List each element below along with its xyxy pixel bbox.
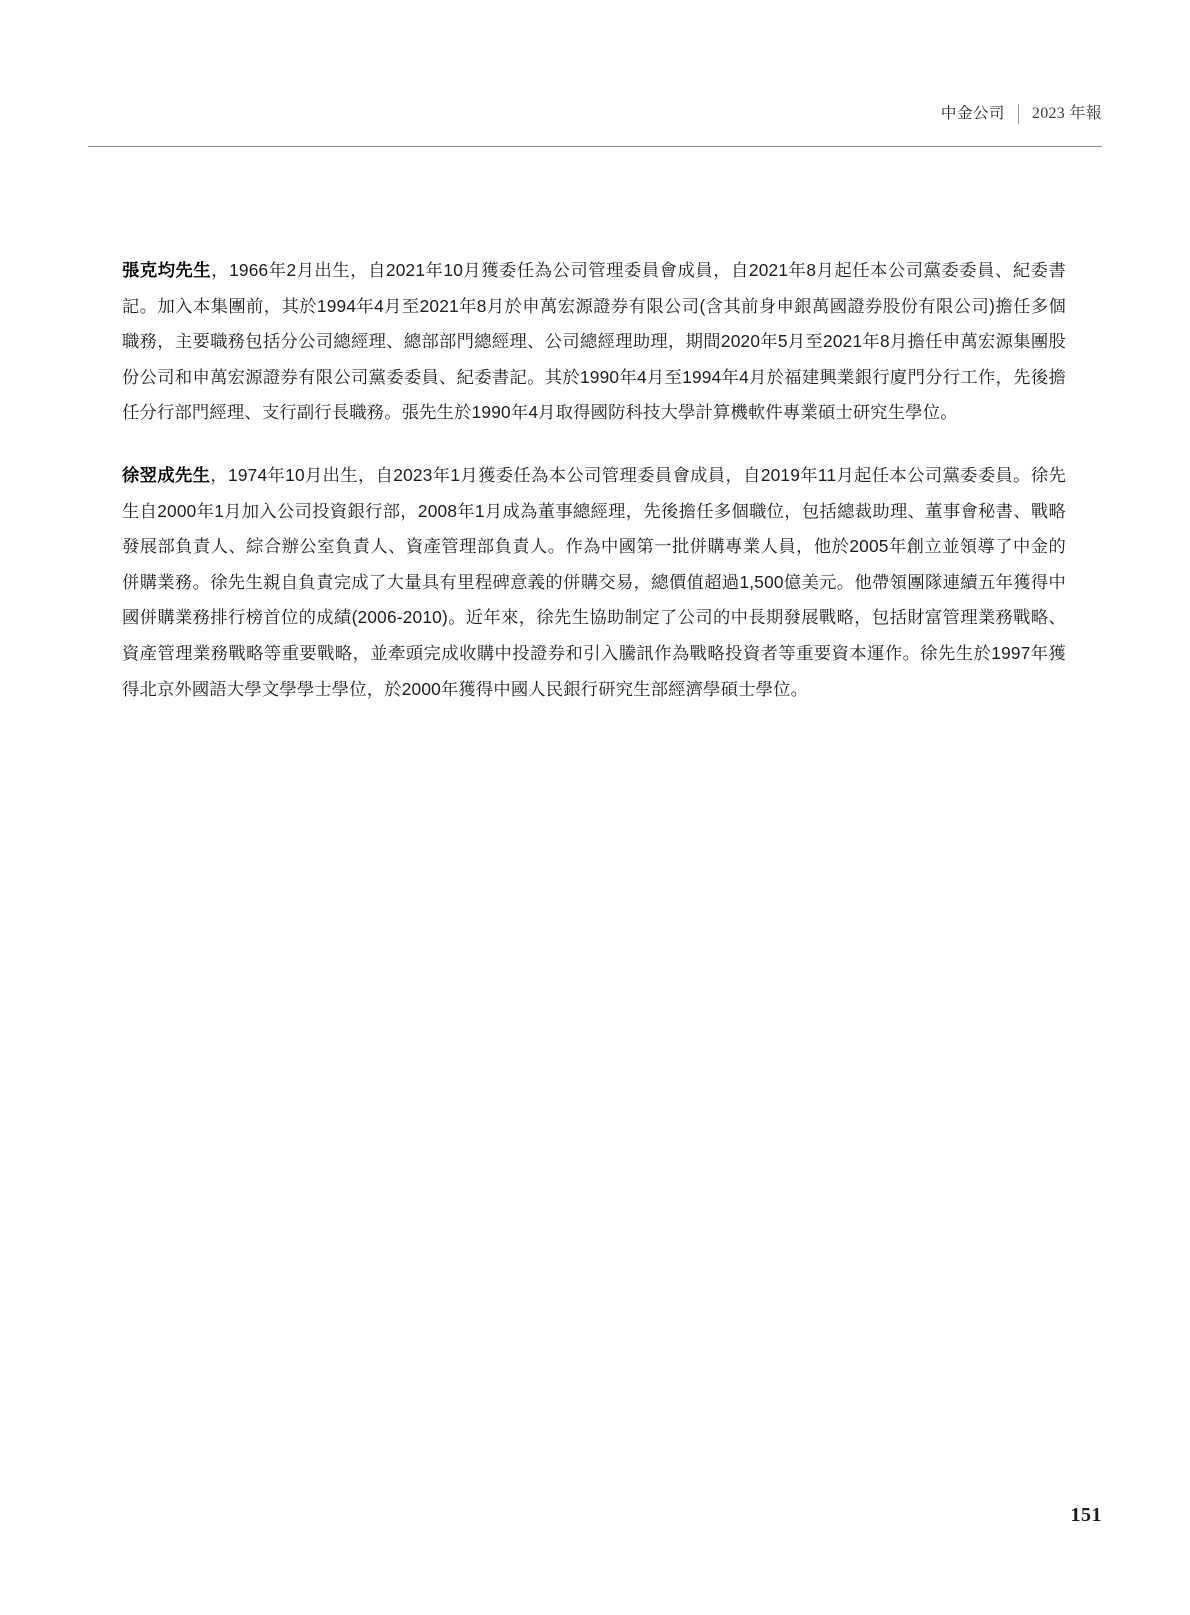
bio-text: ，1966年2月出生，自2021年10月獲委任為公司管理委員會成員，自2021年8月起任本公司黨委委員、紀委書記。加入本集團前，其於1994年4月至2021年8月於申萬宏源證券有限公司(含其前身申銀萬國證券股份有限公司)擔任多個職務，主要職務包括分公司總經理、總部部門總經理、公司總經理助理，期間2020年5月至2021年8月擔任申萬宏源集團股份公司和申萬宏源證券有限公司黨委委員、紀委書記。其於1990年4月至1994年4月於福建興業銀行廈門分行工作，先後擔任分行部門經理、支行副行長職務。張先生於1990年4月取得國防科技大學計算機軟件專業碩士研究生學位。 xyxy=(122,260,1066,423)
header-inner xyxy=(941,104,1102,124)
header-company-name: 中金公司 xyxy=(940,105,1005,123)
bio-paragraph xyxy=(122,458,1066,707)
bio-text: ，1974年10月出生，自2023年1月獲委任為本公司管理委員會成員，自2019年11月起任本公司黨委委員。徐先生自2000年1月加入公司投資銀行部，2008年1月成為董事總經理，先後擔任多個職位，包括總裁助理、董事會秘書、戰略發展部負責人、綜合辦公室負責人、資產管理部負責人。作為中國第一批併購專業人員，他於2005年創立並領導了中金的併購業務。徐先生親自負責完成了大量具有里程碑意義的併購交易，總價值超過1,500億美元。他帶領團隊連續五年獲得中國併購業務排行榜首位的成績(2006-2010)。近年來，徐先生協助制定了公司的中長期發展戰略，包括財富管理業務戰略、資產管理業務戰略等重要戰略，並牽頭完成收購中投證券和引入騰訊作為戰略投資者等重要資本運作。徐先生於1997年獲得北京外國語大學文學學士學位，於2000年獲得中國人民銀行研究生部經濟學碩士學位。 xyxy=(122,464,1066,699)
page-content xyxy=(122,253,1066,707)
header-report-year: 2023 年報 xyxy=(1031,105,1102,122)
page-number: 151 xyxy=(1070,1504,1102,1526)
header-rule xyxy=(88,146,1102,147)
person-name: 徐翌成先生 xyxy=(122,464,211,485)
person-name: 張克均先生 xyxy=(122,260,212,280)
page-header xyxy=(88,104,1102,146)
bio-paragraph xyxy=(122,253,1066,431)
